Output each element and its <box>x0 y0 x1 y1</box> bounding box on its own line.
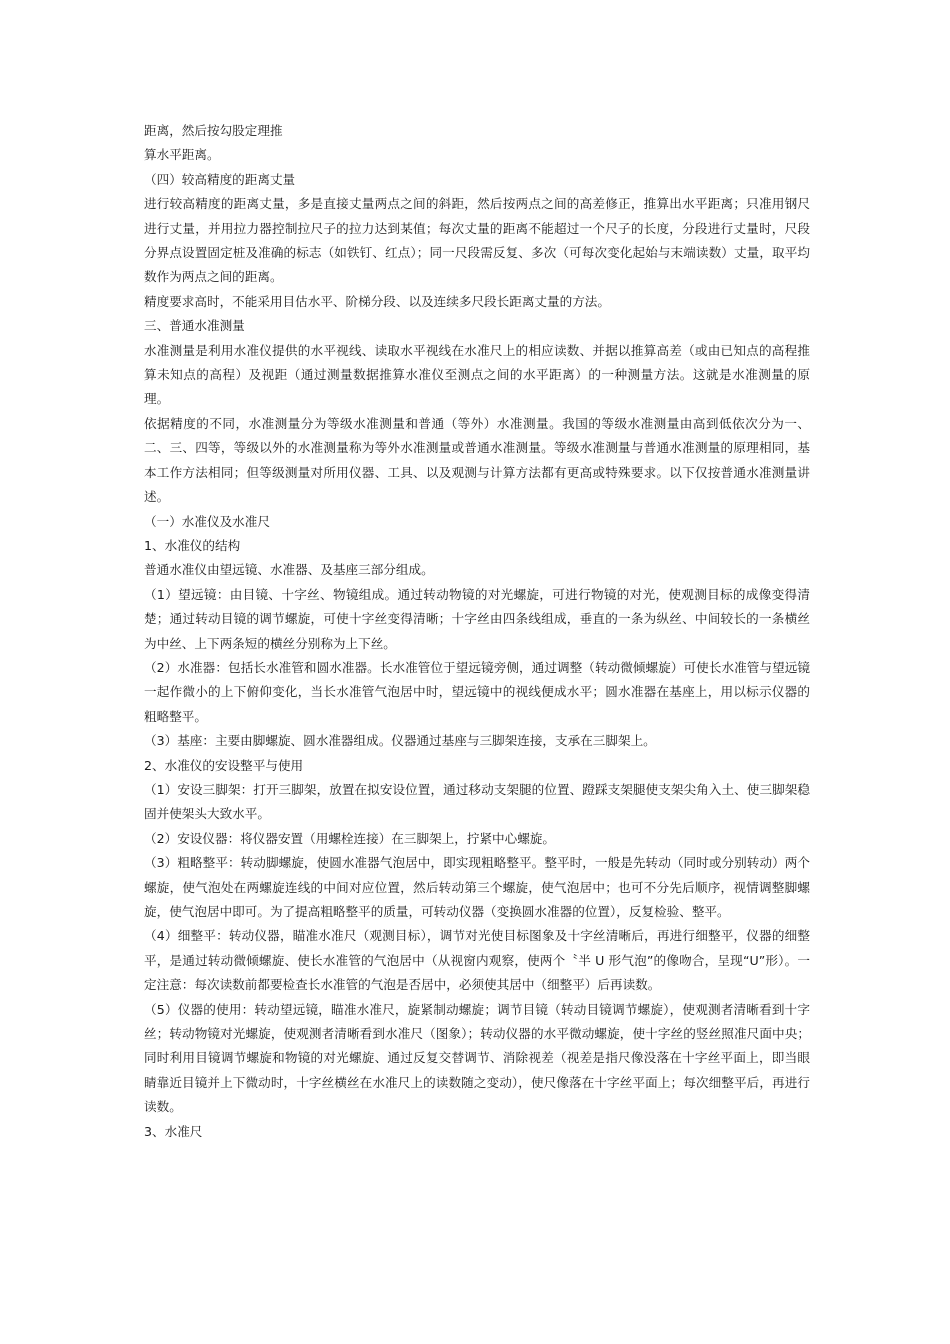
paragraph: 水准测量是利用水准仪提供的水平视线、读取水平视线在水准尺上的相应读数、并据以推算高差（或由已知点的高程推算未知点的高程）及视距（通过测量数据推算水准仪至测点之间的水平距离）的一种测量方法。这就是水准测量的原理。 <box>144 342 810 407</box>
document-body <box>144 119 810 1144</box>
paragraph: （5）仪器的使用：转动望远镜，瞄准水准尺，旋紧制动螺旋；调节目镜（转动目镜调节螺旋），使观测者清晰看到十字丝；转动物镜对光螺旋，使观测者清晰看到水准尺（图象）；转动仪器的水平微动螺旋，使十字丝的竖丝照准尺面中央；同时利用目镜调节螺旋和物镜的对光螺旋、通过反复交替调节、消除视差（视差是指尺像没落在十字丝平面上，即当眼睛靠近目镜并上下微动时，十字丝横丝在水准尺上的读数随之变动），使尺像落在十字丝平面上；每次细整平后，再进行读数。 <box>144 1001 810 1115</box>
section-heading: 三、普通水准测量 <box>144 318 245 334</box>
paragraph: （3）粗略整平：转动脚螺旋，使圆水准器气泡居中，即实现粗略整平。整平时，一般是先转动（同时或分别转动）两个螺旋，使气泡处在两螺旋连线的中间对应位置，然后转动第三个螺旋，使气泡居中；也可不分先后顺序，视情调整脚螺旋，使气泡居中即可。为了提高粗略整平的质量，可转动仪器（变换圆水准器的位置），反复检验、整平。 <box>144 855 810 919</box>
section-heading: 1、水准仪的结构 <box>144 537 241 553</box>
section-heading: 3、水准尺 <box>144 1123 203 1139</box>
paragraph: （1）望远镜：由目镜、十字丝、物镜组成。通过转动物镜的对光螺旋，可进行物镜的对光，使观测目标的成像变得清楚；通过转动目镜的调节螺旋，可使十字丝变得清晰；十字丝由四条线组成，垂直的一条为纵丝、中间较长的一条横丝为中丝、上下两条短的横丝分别称为上下丝。 <box>144 586 810 651</box>
section-heading: （一）水准仪及水准尺 <box>144 513 270 529</box>
paragraph: （4）细整平：转动仪器，瞄准水准尺（观测目标），调节对光使目标图象及十字丝清晰后，再进行细整平，仪器的细整平，是通过转动微倾螺旋、使长水准管的气泡居中（从视窗内观察，使两个〝半 U 形气泡”的像吻合，呈现“U”形）。一定注意：每次读数前都要检查长水准管的气泡是否居中，必须使其居中（细整平）后再读数。 <box>144 928 810 993</box>
paragraph: （3）基座：主要由脚螺旋、圆水准器组成。仪器通过基座与三脚架连接，支承在三脚架上。 <box>144 733 656 749</box>
paragraph: （2）水准器：包括长水准管和圆水准器。长水准管位于望远镜旁侧，通过调整（转动微倾螺旋）可使长水准管与望远镜一起作微小的上下俯仰变化，当长水准管气泡居中时，望远镜中的视线便成水平；圆水准器在基座上，用以标示仪器的粗略整平。 <box>144 659 810 724</box>
paragraph: 距离，然后按勾股定理推 <box>144 123 283 138</box>
paragraph: （2）安设仪器：将仪器安置（用螺栓连接）在三脚架上，拧紧中心螺旋。 <box>144 830 556 846</box>
paragraph: 进行较高精度的距离丈量，多是直接丈量两点之间的斜距，然后按两点之间的高差修正，推算出水平距离；只准用钢尺进行丈量，并用拉力器控制拉尺子的拉力达到某值；每次丈量的距离不能超过一个尺子的长度，分段进行丈量时，尺段分界点设置固定桩及准确的标志（如铁钉、红点）；同一尺段需反复、多次（可每次变化起始与末端读数）丈量，取平均数作为两点之间的距离。 <box>144 196 810 285</box>
paragraph: （1）安设三脚架：打开三脚架，放置在拟安设位置，通过移动支架腿的位置、蹬踩支架腿使支架尖角入土、使三脚架稳固并使架头大致水平。 <box>144 781 810 822</box>
section-heading: （四）较高精度的距离丈量 <box>144 171 296 187</box>
paragraph: 精度要求高时，不能采用目估水平、阶梯分段、以及连续多尺段长距离丈量的方法。 <box>144 293 610 309</box>
section-heading: 2、水准仪的安设整平与使用 <box>144 757 304 773</box>
paragraph: 普通水准仪由望远镜、水准器、及基座三部分组成。 <box>144 562 434 578</box>
paragraph: 依据精度的不同，水准测量分为等级水准测量和普通（等外）水准测量。我国的等级水准测量由高到低依次分为一、二、三、四等，等级以外的水准测量称为等外水准测量或普通水准测量。等级水准测量与普通水准测量的原理相同，基本工作方法相同；但等级测量对所用仪器、工具、以及观测与计算方法都有更高或特殊要求。以下仅按普通水准测量讲述。 <box>144 415 810 505</box>
paragraph: 算水平距离。 <box>144 147 220 163</box>
